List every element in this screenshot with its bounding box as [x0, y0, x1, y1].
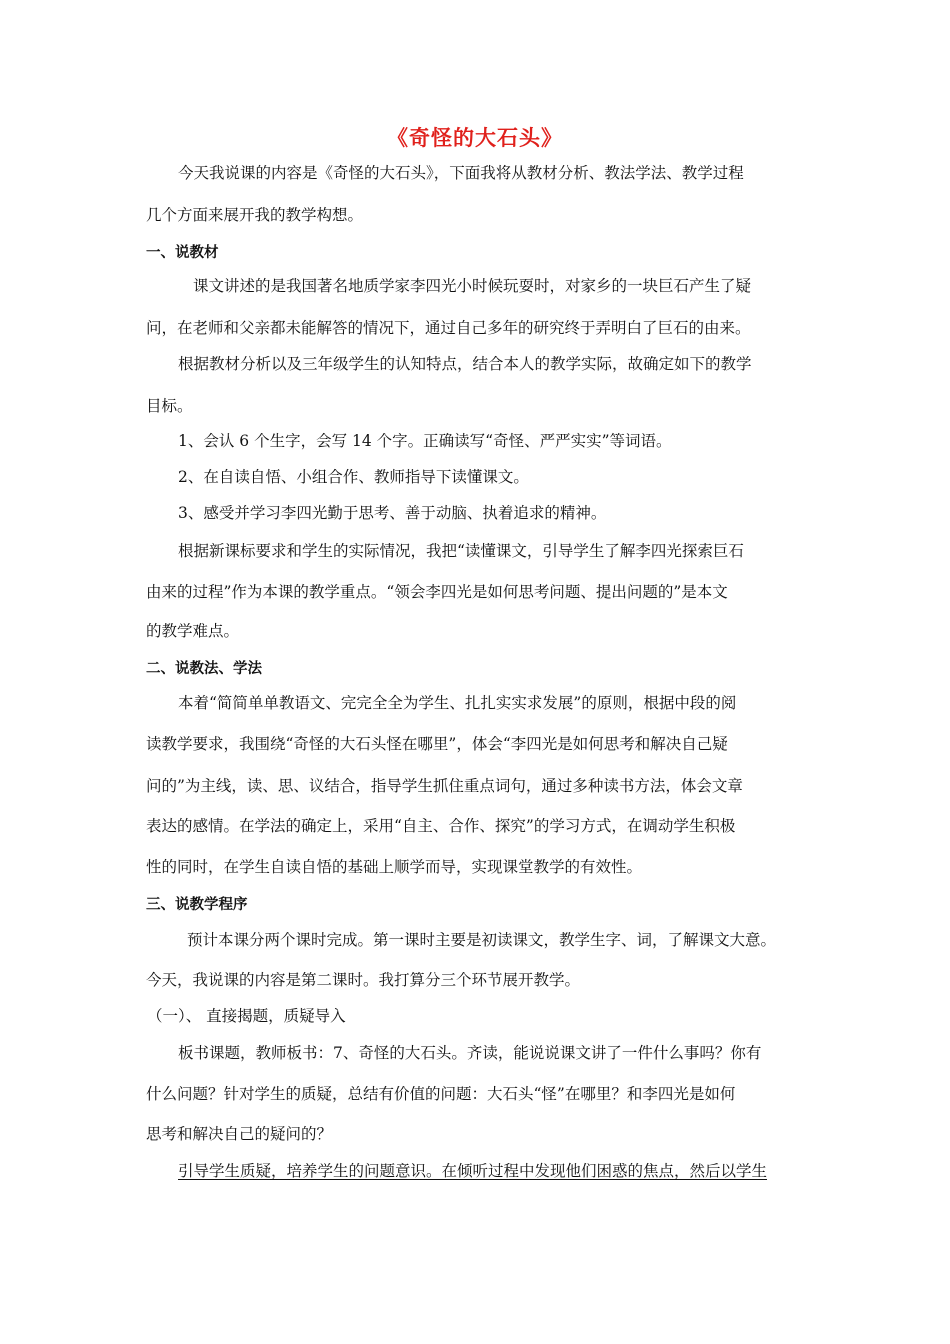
- list-item: 2、在自读自悟、小组合作、教师指导下读懂课文。: [178, 468, 529, 486]
- paragraph-line: 课文讲述的是我国著名地质学家李四光小时候玩耍时，对家乡的一块巨石产生了疑: [193, 277, 752, 295]
- paragraph-line: 问，在老师和父亲都未能解答的情况下，通过自己多年的研究终于弄明白了巨石的由来。: [146, 319, 751, 337]
- paragraph-line: 目标。: [146, 397, 193, 415]
- section-heading: 三、说教学程序: [146, 897, 248, 913]
- list-item: 1、会认 6 个生字，会写 14 个字。正确读写“奇怪、严严实实”等词语。: [178, 432, 672, 450]
- section-heading: 一、说教材: [146, 245, 219, 261]
- subsection-heading: （一）、 直接揭题，质疑导入: [147, 1007, 346, 1025]
- paragraph-line: 本着“简简单单教语文、完完全全为学生、扎扎实实求发展”的原则，根据中段的阅: [178, 694, 737, 712]
- paragraph-line: 由来的过程”作为本课的教学重点。“领会李四光是如何思考问题、提出问题的”是本文: [146, 583, 728, 601]
- paragraph-line: 什么问题？针对学生的质疑，总结有价值的问题：大石头“怪”在哪里？和李四光是如何: [146, 1085, 736, 1103]
- list-item: 3、感受并学习李四光勤于思考、善于动脑、执着追求的精神。: [178, 504, 607, 522]
- document-title: 《奇怪的大石头》: [387, 126, 563, 150]
- paragraph-line: 根据教材分析以及三年级学生的认知特点，结合本人的教学实际，故确定如下的教学: [178, 355, 752, 373]
- paragraph-line: 表达的感情。在学法的确定上，采用“自主、合作、探究”的学习方式，在调动学生积极: [146, 817, 736, 835]
- underlined-paragraph-line: 引导学生质疑，培养学生的问题意识。在倾听过程中发现他们困惑的焦点，然后以学生: [178, 1162, 768, 1180]
- paragraph-line: 问的”为主线，读、思、议结合，指导学生抓住重点词句，通过多种读书方法，体会文章: [146, 777, 743, 795]
- paragraph-line: 今天我说课的内容是《奇怪的大石头》，下面我将从教材分析、教法学法、教学过程: [178, 164, 744, 182]
- paragraph-line: 几个方面来展开我的教学构想。: [146, 206, 364, 224]
- paragraph-line: 的教学难点。: [146, 622, 240, 640]
- paragraph-line: 读教学要求，我围绕“奇怪的大石头怪在哪里”，体会“李四光是如何思考和解决自己疑: [146, 735, 728, 753]
- paragraph-line: 性的同时，在学生自读自悟的基础上顺学而导，实现课堂教学的有效性。: [146, 858, 643, 876]
- paragraph-line: 预计本课分两个课时完成。第一课时主要是初读课文，教学生字、词，了解课文大意。: [187, 931, 777, 949]
- paragraph-line: 根据新课标要求和学生的实际情况，我把“读懂课文，引导学生了解李四光探索巨石: [178, 542, 744, 560]
- paragraph-line: 思考和解决自己的疑问的？: [146, 1125, 333, 1143]
- paragraph-line: 今天，我说课的内容是第二课时。我打算分三个环节展开教学。: [146, 971, 581, 989]
- paragraph-line: 板书课题，教师板书：7、奇怪的大石头。齐读，能说说课文讲了一件什么事吗？你有: [178, 1044, 762, 1062]
- section-heading: 二、说教法、学法: [146, 661, 262, 677]
